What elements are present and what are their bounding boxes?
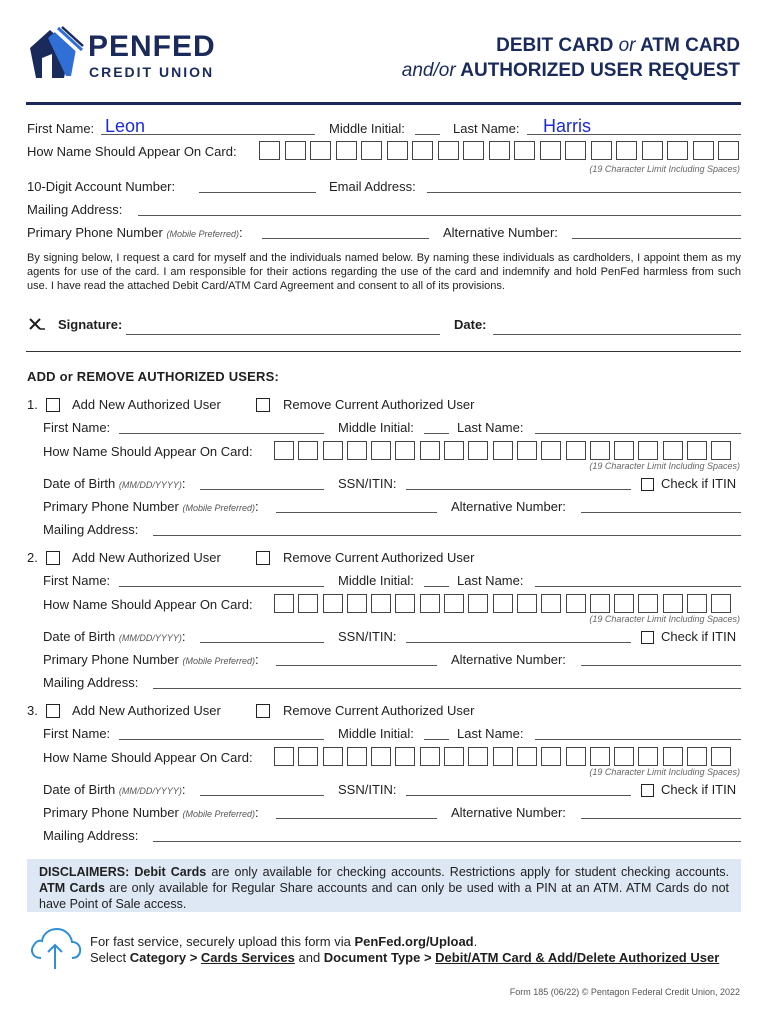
user-dob-input[interactable] <box>200 489 324 490</box>
char-box[interactable] <box>371 594 391 613</box>
upload-link[interactable]: PenFed.org/Upload <box>354 934 474 949</box>
header-divider <box>26 102 741 105</box>
char-box[interactable] <box>444 441 464 460</box>
user-mailing-input[interactable] <box>153 688 741 689</box>
char-box[interactable] <box>614 747 634 766</box>
user-number: 1. <box>27 397 38 412</box>
authorized-users-heading: ADD or REMOVE AUTHORIZED USERS: <box>27 369 280 384</box>
char-box[interactable] <box>463 141 484 160</box>
char-box[interactable] <box>361 141 382 160</box>
user-first-name-input[interactable] <box>119 739 324 740</box>
char-box[interactable] <box>420 441 440 460</box>
middle-initial-label: Middle Initial: <box>329 121 405 136</box>
date-input[interactable] <box>493 334 741 335</box>
user-char-limit-note: (19 Character Limit Including Spaces) <box>589 614 740 624</box>
itin-checkbox[interactable] <box>641 631 654 644</box>
char-box[interactable] <box>336 141 357 160</box>
mailing-address-input[interactable] <box>138 215 741 216</box>
user-card-name-label: How Name Should Appear On Card: <box>43 597 253 612</box>
user-last-name-input[interactable] <box>535 433 741 434</box>
primary-phone-label: Primary Phone Number (Mobile Preferred): <box>27 225 243 240</box>
footer-text: Form 185 (06/22) © Pentagon Federal Credit Union, 2022 <box>509 987 740 997</box>
char-box[interactable] <box>395 747 415 766</box>
char-box[interactable] <box>517 441 537 460</box>
char-box[interactable] <box>387 141 408 160</box>
user-last-name-label: Last Name: <box>457 726 524 741</box>
char-box[interactable] <box>687 441 707 460</box>
add-user-checkbox[interactable] <box>46 704 60 718</box>
char-box[interactable] <box>687 594 707 613</box>
account-number-input[interactable] <box>199 192 316 193</box>
signature-label: Signature: <box>58 317 123 332</box>
user-char-limit-note: (19 Character Limit Including Spaces) <box>589 461 740 471</box>
char-box[interactable] <box>395 594 415 613</box>
user-first-name-label: First Name: <box>43 726 111 741</box>
char-box[interactable] <box>493 594 513 613</box>
logo-subtitle: CREDIT UNION <box>89 64 215 80</box>
char-box[interactable] <box>693 141 714 160</box>
char-box[interactable] <box>663 441 683 460</box>
user-ssn-input[interactable] <box>406 642 631 643</box>
account-number-label: 10-Digit Account Number: <box>27 179 176 194</box>
char-box[interactable] <box>274 747 294 766</box>
user-first-name-label: First Name: <box>43 573 111 588</box>
char-box[interactable] <box>540 141 561 160</box>
user-ssn-label: SSN/ITIN: <box>338 629 397 644</box>
user-dob-label: Date of Birth (MM/DD/YYYY): <box>43 629 186 644</box>
user-last-name-label: Last Name: <box>457 573 524 588</box>
upload-line1: For fast service, securely upload this form via PenFed.org/Upload. <box>90 934 478 949</box>
sign-here-icon <box>28 317 46 331</box>
char-box[interactable] <box>444 747 464 766</box>
char-box[interactable] <box>310 141 331 160</box>
user-dob-label: Date of Birth (MM/DD/YYYY): <box>43 476 186 491</box>
char-box[interactable] <box>420 747 440 766</box>
upload-line2: Select Category > Cards Services and Document Type > Debit/ATM Card & Add/Delete Authorized User <box>90 950 720 965</box>
user-last-name-label: Last Name: <box>457 420 524 435</box>
char-box[interactable] <box>274 594 294 613</box>
char-box[interactable] <box>590 747 610 766</box>
char-box[interactable] <box>541 594 561 613</box>
user-ssn-input[interactable] <box>406 795 631 796</box>
user-mailing-input[interactable] <box>153 841 741 842</box>
char-box[interactable] <box>614 594 634 613</box>
char-box[interactable] <box>663 747 683 766</box>
char-box[interactable] <box>514 141 535 160</box>
char-box[interactable] <box>541 747 561 766</box>
last-name-input[interactable] <box>527 134 741 135</box>
user-alt-number-label: Alternative Number: <box>451 499 566 514</box>
alt-number-label: Alternative Number: <box>443 225 558 240</box>
user-middle-initial-input[interactable] <box>424 586 449 587</box>
disclaimer-box: DISCLAIMERS: Debit Cards are only available for checking accounts. Restrictions apply for student checking accounts. ATM Cards are only available for Regular Share accounts and can only be used with a PIN at an ATM. ATM Cards do not have Point of Sale access. <box>27 859 741 912</box>
logo <box>26 26 256 86</box>
user-primary-phone-label: Primary Phone Number (Mobile Preferred): <box>43 652 259 667</box>
char-box[interactable] <box>274 441 294 460</box>
user-alt-number-label: Alternative Number: <box>451 805 566 820</box>
first-name-input[interactable] <box>101 134 315 135</box>
char-box[interactable] <box>347 747 367 766</box>
user-dob-label: Date of Birth (MM/DD/YYYY): <box>43 782 186 797</box>
first-name-label: First Name: <box>27 121 95 136</box>
char-box[interactable] <box>638 747 658 766</box>
char-box[interactable] <box>566 594 586 613</box>
user-card-name-label: How Name Should Appear On Card: <box>43 444 253 459</box>
user-ssn-label: SSN/ITIN: <box>338 476 397 491</box>
user-middle-initial-label: Middle Initial: <box>338 573 414 588</box>
add-user-label: Add New Authorized User <box>72 703 221 718</box>
user-card-name-label: How Name Should Appear On Card: <box>43 750 253 765</box>
remove-user-label: Remove Current Authorized User <box>283 397 475 412</box>
user-ssn-input[interactable] <box>406 489 631 490</box>
char-box[interactable] <box>541 441 561 460</box>
char-box[interactable] <box>638 441 658 460</box>
char-box[interactable] <box>566 747 586 766</box>
char-box[interactable] <box>711 594 731 613</box>
char-box[interactable] <box>298 594 318 613</box>
section-divider <box>26 351 741 352</box>
char-box[interactable] <box>298 747 318 766</box>
char-box[interactable] <box>468 441 488 460</box>
char-box[interactable] <box>591 141 612 160</box>
char-box[interactable] <box>285 141 306 160</box>
remove-user-checkbox[interactable] <box>256 398 270 412</box>
char-box[interactable] <box>468 594 488 613</box>
char-box[interactable] <box>493 747 513 766</box>
signature-input[interactable] <box>126 334 440 335</box>
user-ssn-label: SSN/ITIN: <box>338 782 397 797</box>
date-label: Date: <box>454 317 487 332</box>
add-user-checkbox[interactable] <box>46 551 60 565</box>
user-card-name-boxes[interactable] <box>274 441 731 460</box>
user-first-name-input[interactable] <box>119 586 324 587</box>
remove-user-checkbox[interactable] <box>256 704 270 718</box>
user-dob-input[interactable] <box>200 642 324 643</box>
char-box[interactable] <box>614 441 634 460</box>
char-box[interactable] <box>590 594 610 613</box>
char-box[interactable] <box>489 141 510 160</box>
char-box[interactable] <box>711 747 731 766</box>
char-box[interactable] <box>616 141 637 160</box>
user-number: 3. <box>27 703 38 718</box>
form-title-line1: DEBIT CARD or ATM CARD <box>496 35 740 56</box>
user-middle-initial-label: Middle Initial: <box>338 726 414 741</box>
user-char-limit-note: (19 Character Limit Including Spaces) <box>589 767 740 777</box>
user-primary-phone-label: Primary Phone Number (Mobile Preferred): <box>43 499 259 514</box>
user-card-name-boxes[interactable] <box>274 594 731 613</box>
char-box[interactable] <box>468 747 488 766</box>
char-box[interactable] <box>323 594 343 613</box>
char-box[interactable] <box>590 441 610 460</box>
user-number: 2. <box>27 550 38 565</box>
alt-number-input[interactable] <box>572 238 741 239</box>
char-box[interactable] <box>687 747 707 766</box>
first-name-value: Leon <box>105 116 146 136</box>
itin-checkbox[interactable] <box>641 478 654 491</box>
user-mailing-label: Mailing Address: <box>43 828 139 843</box>
itin-label: Check if ITIN <box>661 476 737 491</box>
card-name-label: How Name Should Appear On Card: <box>27 144 237 159</box>
penfed-logo-mark-icon <box>26 26 84 82</box>
char-box[interactable] <box>438 141 459 160</box>
user-mailing-label: Mailing Address: <box>43 522 139 537</box>
char-box[interactable] <box>323 441 343 460</box>
char-box[interactable] <box>371 747 391 766</box>
char-box[interactable] <box>420 594 440 613</box>
char-box[interactable] <box>638 594 658 613</box>
last-name-label: Last Name: <box>453 121 520 136</box>
user-mailing-input[interactable] <box>153 535 741 536</box>
char-box[interactable] <box>642 141 663 160</box>
char-box[interactable] <box>444 594 464 613</box>
user-primary-phone-input[interactable] <box>276 818 437 819</box>
char-box[interactable] <box>517 594 537 613</box>
user-alt-number-input[interactable] <box>581 665 741 666</box>
logo-wordmark: PENFED <box>88 30 216 63</box>
itin-label: Check if ITIN <box>661 629 737 644</box>
user-first-name-input[interactable] <box>119 433 324 434</box>
card-name-boxes[interactable] <box>259 141 741 160</box>
char-box[interactable] <box>566 441 586 460</box>
user-mailing-label: Mailing Address: <box>43 675 139 690</box>
cloud-upload-icon <box>27 925 83 971</box>
agreement-text: By signing below, I request a card for myself and the individuals named below. By naming these individuals as cardholders, I appoint them as my agents for use of the card. I am responsible for their actions regarding the use of the card and indemnify and hold PenFed harmless from such use. I have read the attached Debit Card/ATM Card Agreement and consent to all of its provisions. <box>27 252 741 292</box>
mailing-address-label: Mailing Address: <box>27 202 123 217</box>
char-box[interactable] <box>323 747 343 766</box>
middle-initial-input[interactable] <box>415 134 440 135</box>
char-box[interactable] <box>718 141 739 160</box>
remove-user-checkbox[interactable] <box>256 551 270 565</box>
last-name-value: Harris <box>543 116 591 136</box>
user-card-name-boxes[interactable] <box>274 747 731 766</box>
char-box[interactable] <box>371 441 391 460</box>
itin-checkbox[interactable] <box>641 784 654 797</box>
itin-label: Check if ITIN <box>661 782 737 797</box>
remove-user-label: Remove Current Authorized User <box>283 703 475 718</box>
char-box[interactable] <box>667 141 688 160</box>
char-box[interactable] <box>493 441 513 460</box>
user-middle-initial-input[interactable] <box>424 739 449 740</box>
user-middle-initial-label: Middle Initial: <box>338 420 414 435</box>
user-last-name-input[interactable] <box>535 739 741 740</box>
user-last-name-input[interactable] <box>535 586 741 587</box>
char-limit-note: (19 Character Limit Including Spaces) <box>589 164 740 174</box>
char-box[interactable] <box>347 441 367 460</box>
form-title-line2: and/or AUTHORIZED USER REQUEST <box>401 60 740 81</box>
char-box[interactable] <box>298 441 318 460</box>
char-box[interactable] <box>395 441 415 460</box>
remove-user-label: Remove Current Authorized User <box>283 550 475 565</box>
add-user-label: Add New Authorized User <box>72 397 221 412</box>
user-alt-number-input[interactable] <box>581 512 741 513</box>
char-box[interactable] <box>517 747 537 766</box>
char-box[interactable] <box>663 594 683 613</box>
user-first-name-label: First Name: <box>43 420 111 435</box>
user-alt-number-input[interactable] <box>581 818 741 819</box>
user-primary-phone-label: Primary Phone Number (Mobile Preferred): <box>43 805 259 820</box>
user-primary-phone-input[interactable] <box>276 512 437 513</box>
user-alt-number-label: Alternative Number: <box>451 652 566 667</box>
primary-phone-input[interactable] <box>262 238 429 239</box>
add-user-checkbox[interactable] <box>46 398 60 412</box>
char-box[interactable] <box>347 594 367 613</box>
add-user-label: Add New Authorized User <box>72 550 221 565</box>
user-middle-initial-input[interactable] <box>424 433 449 434</box>
char-box[interactable] <box>711 441 731 460</box>
user-dob-input[interactable] <box>200 795 324 796</box>
char-box[interactable] <box>259 141 280 160</box>
user-primary-phone-input[interactable] <box>276 665 437 666</box>
email-input[interactable] <box>427 192 741 193</box>
char-box[interactable] <box>412 141 433 160</box>
email-label: Email Address: <box>329 179 416 194</box>
char-box[interactable] <box>565 141 586 160</box>
